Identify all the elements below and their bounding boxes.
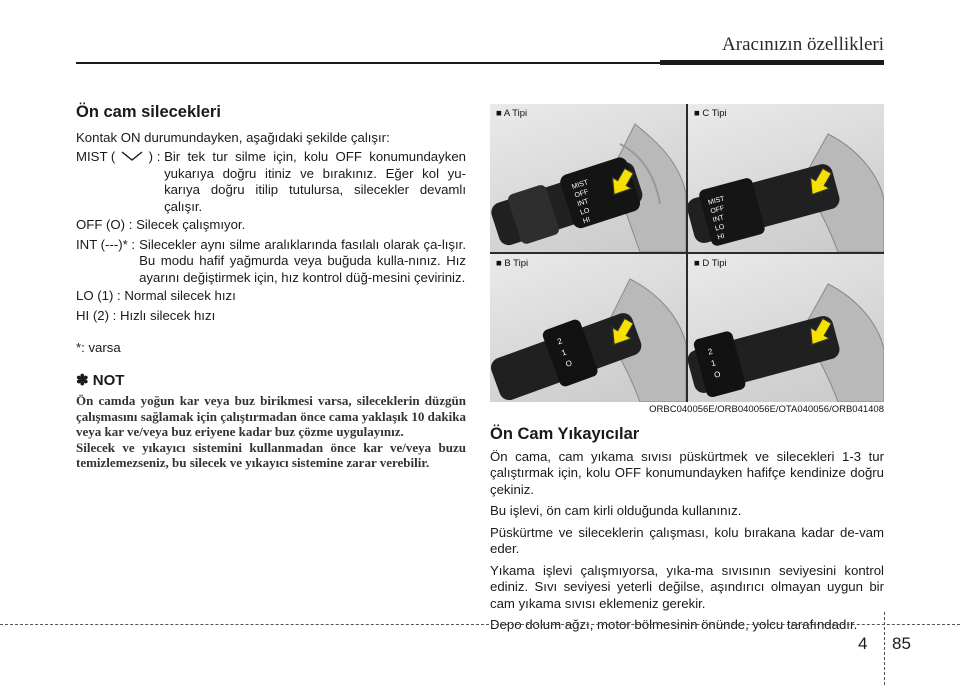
int-item xyxy=(76,237,466,287)
footer-divider xyxy=(884,612,885,685)
right-column xyxy=(490,426,884,639)
lo-line: LO (1) : Normal silecek hızı xyxy=(76,288,236,303)
note-paragraph-1: Ön camda yoğun kar veya buz birikmesi varsa, sileceklerin düzgün çalışmasını sağlamak için çalıştırmadan önce cama yaklaşık 10 dakika veya kar ve/veya buz eriyene kadar buz çözme uygulayınız. xyxy=(76,393,466,439)
page-number: 85 xyxy=(892,634,911,653)
stalk-label-lo: 1 xyxy=(560,347,568,358)
panel-caption: ■ B Tipi xyxy=(496,258,529,269)
washers-paragraph-4: Yıkama işlevi çalışmıyorsa, yıka-ma sıvısının seviyesini kontrol ediniz. Sıvı seviyesi yeterli değilse, aşındırıcı olmayan uygun bir cam yıkama sıvısı eklemeniz gerekir. xyxy=(490,562,884,611)
washers-paragraph-2: Bu işlevi, ön cam kirli olduğunda kullanınız. xyxy=(490,503,742,518)
washers-heading: Ön Cam Yıkayıcılar xyxy=(490,425,640,443)
mist-symbol-icon xyxy=(119,150,145,162)
washers-paragraph-5: Depo dolum ağzı, motor bölmesinin önünde, yolcu tarafındadır. xyxy=(490,617,858,632)
panel-type-c xyxy=(688,104,884,252)
wiper-stalk-c-icon xyxy=(688,104,884,252)
stalk-label-int: INT xyxy=(576,198,590,209)
wiper-stalk-a-icon xyxy=(490,104,686,252)
washers-paragraph-3: Püskürtme ve sileceklerin çalışması, kolu bırakana kadar de-vam eder. xyxy=(490,524,884,556)
panel-caption: ■ D Tipi xyxy=(694,258,727,269)
int-label: INT (---)* : xyxy=(76,236,136,252)
stalk-label-lo: LO xyxy=(579,207,591,217)
stalk-label-lo: LO xyxy=(714,223,726,233)
chapter-number: 4 xyxy=(858,634,868,653)
panel-type-d xyxy=(688,254,884,402)
stalk-label-hi: HI xyxy=(582,216,592,226)
stalk-label-off: O xyxy=(564,358,574,369)
note-paragraph-2: Silecek ve yıkayıcı sistemini kullanmadan önce kar ve/veya buzu temizlemezseniz, bu silecek ve yıkayıcı sistemine zarar verebilir. xyxy=(76,439,466,470)
panel-caption: ■ C Tipi xyxy=(694,108,727,119)
wipers-heading: Ön cam silecekleri xyxy=(76,103,221,121)
mist-item xyxy=(76,149,466,215)
stalk-label-off: OFF xyxy=(573,188,590,200)
stalk-label-hi: 2 xyxy=(706,346,714,357)
note-title: ✽ NOT xyxy=(76,371,125,389)
hi-line: HI (2) : Hızlı silecek hızı xyxy=(76,307,216,323)
wipers-intro: Kontak ON durumundayken, aşağıdaki şekilde çalışır: xyxy=(76,129,390,145)
mist-label-open: MIST ( xyxy=(76,149,116,164)
wiper-stalk-b-icon xyxy=(490,254,686,402)
page-header-title: Aracınızın özellikleri xyxy=(722,34,884,55)
figure-caption: ORBC040056E/ORB040056E/OTA040056/ORB041408 xyxy=(649,404,884,415)
off-line: OFF (O) : Silecek çalışmıyor. xyxy=(76,217,246,232)
stalk-label-lo: 1 xyxy=(710,358,717,369)
panel-type-a xyxy=(490,104,686,252)
footnote: *: varsa xyxy=(76,340,121,355)
mist-text: Bir tek tur silme için, kolu OFF konumundayken yukarıya doğru itiniz ve bırakınız. Eğer kol yu-karıya doğru itilip tutulursa, silecekler devamlı çalışır. xyxy=(164,149,466,214)
stalk-label-mist: MIST xyxy=(707,195,726,207)
stalk-label-hi: HI xyxy=(716,232,726,242)
panel-type-b xyxy=(490,254,686,402)
footer-rule xyxy=(0,624,960,625)
stalk-label-hi: 2 xyxy=(556,336,564,347)
mist-label-close: ) : xyxy=(148,149,161,164)
stalk-label-off: O xyxy=(713,369,722,380)
stalk-label-off: OFF xyxy=(709,204,726,216)
note-box xyxy=(76,373,466,471)
header-rule-accent xyxy=(660,60,884,65)
wiper-stalk-figure xyxy=(490,104,884,402)
washers-paragraph-1: Ön cama, cam yıkama sıvısı püskürtmek ve silecekleri 1-3 tur çalıştırmak için, kolu OFF konumundayken hafifçe kendinize doğru çekiniz. xyxy=(490,448,884,497)
stalk-label-int: INT xyxy=(712,214,725,225)
stalk-label-mist: MIST xyxy=(571,179,590,192)
wiper-stalk-d-icon xyxy=(688,254,884,402)
panel-caption: ■ A Tipi xyxy=(496,108,528,119)
left-column xyxy=(76,104,466,471)
int-text: Silecekler aynı silme aralıklarında fasılalı olarak ça-lışır. Bu modu hafif yağmurda veya buğuda kulla-nınız. Hız ayarını değiştirmek için, hız kontrol düğ-mesini çeviriniz. xyxy=(139,236,466,285)
